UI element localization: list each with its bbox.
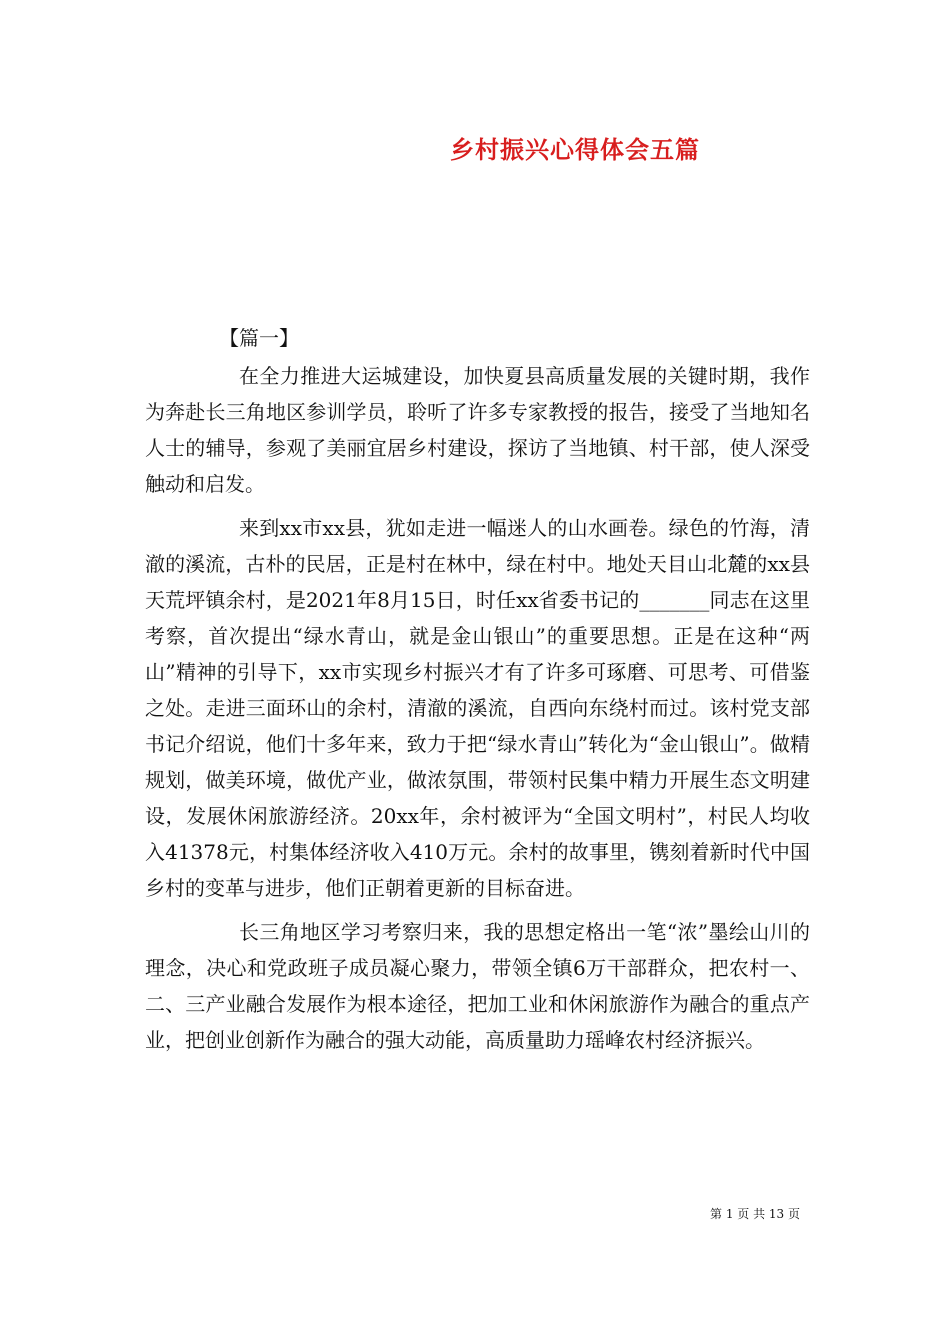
section-label: 【篇一】 — [219, 326, 299, 350]
paragraph-3: 长三角地区学习考察归来，我的思想定格出一笔“浓”墨绘山川的理念，决心和党政班子成员凝心聚力，带领全镇6万干部群众，把农村一、二、三产业融合发展作为根本途径，把加工业和休闲旅游作为融合的重点产业，把创业创新作为融合的强大动能，高质量助力瑶峰农村经济振兴。 — [145, 920, 810, 1052]
document-title: 乡村振兴心得体会五篇 — [450, 135, 700, 164]
page-number: 第 1 页 共 13 页 — [710, 1207, 800, 1221]
body-text — [145, 358, 810, 1058]
paragraph-1: 在全力推进大运城建设，加快夏县高质量发展的关键时期，我作为奔赴长三角地区参训学员，聆听了许多专家教授的报告，接受了当地知名人士的辅导，参观了美丽宜居乡村建设，探访了当地镇、村干部，使人深受触动和启发。 — [145, 364, 810, 496]
paragraph-2: 来到xx市xx县，犹如走进一幅迷人的山水画卷。绿色的竹海，清澈的溪流，古朴的民居，正是村在林中，绿在村中。地处天目山北麓的xx县天荒坪镇余村，是2021年8月15日，时任xx省委书记的_______同志在这里考察，首次提出“绿水青山，就是金山银山”的重要思想。正是在这种“两山”精神的引导下，xx市实现乡村振兴才有了许多可琢磨、可思考、可借鉴之处。走进三面环山的余村，清澈的溪流，自西向东绕村而过。该村党支部书记介绍说，他们十多年来，致力于把“绿水青山”转化为“金山银山”。做精规划，做美环境，做优产业，做浓氛围，带领村民集中精力开展生态文明建设，发展休闲旅游经济。20xx年，余村被评为“全国文明村”，村民人均收入41378元，村集体经济收入410万元。余村的故事里，镌刻着新时代中国乡村的变革与进步，他们正朝着更新的目标奋进。 — [145, 516, 810, 900]
